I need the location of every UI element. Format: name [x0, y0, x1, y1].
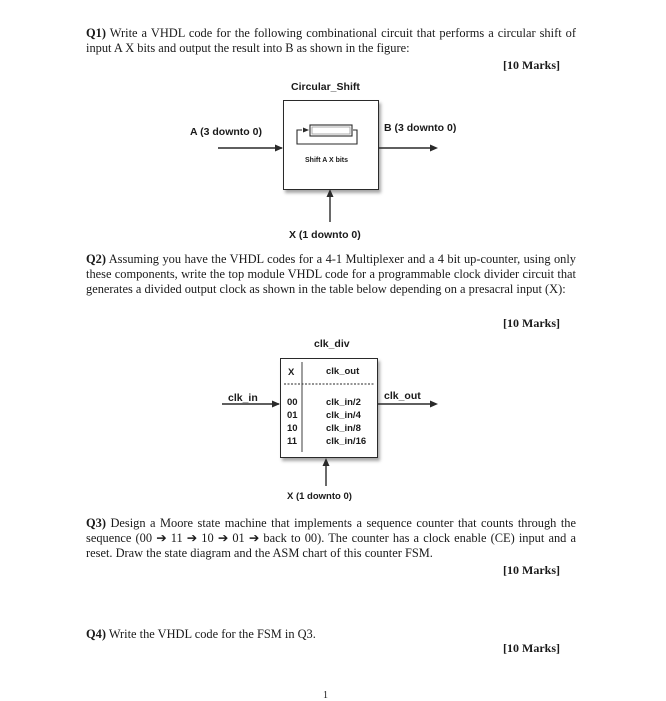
q2-output-arrowhead [430, 401, 438, 408]
q1-figure-title: Circular_Shift [291, 81, 360, 93]
q2-control-label: X (1 downto 0) [287, 491, 352, 502]
q3-label: Q3) [86, 516, 106, 530]
table-header-clk-out: clk_out [326, 366, 360, 377]
q1-label: Q1) [86, 26, 106, 40]
q1-marks: [10 Marks] [503, 58, 560, 72]
q2-text: Assuming you have the VHDL codes for a 4-1 Multiplexer and a 4 bit up-counter, using only these components, write the top module VHDL code for a programmable clock divider circuit that generates a divided output clock as shown in the table below depending on a presacral input (X): [86, 252, 576, 296]
table-row-out: clk_in/2 [326, 397, 361, 408]
q1-output-label: B (3 downto 0) [384, 122, 457, 134]
q3-paragraph [86, 516, 576, 561]
q3-text: Design a Moore state machine that implements a sequence counter that counts through the sequence (00 ➔ 11 ➔ 10 ➔ 01 ➔ back to 00). The counter has a clock enable (CE) input and a reset. Draw the state diagram and the ASM chart of this counter FSM. [86, 516, 576, 560]
q1-control-label: X (1 downto 0) [289, 229, 361, 241]
table-row-out: clk_in/4 [326, 410, 361, 421]
table-header-x: X [288, 367, 295, 378]
table-row-x: 11 [287, 436, 298, 447]
q2-output-label: clk_out [384, 390, 421, 402]
table-row-out: clk_in/8 [326, 423, 361, 434]
q4-marks: [10 Marks] [503, 641, 560, 655]
q4-text: Write the VHDL code for the FSM in Q3. [108, 627, 316, 641]
q4-paragraph [86, 627, 576, 642]
q2-marks: [10 Marks] [503, 316, 560, 330]
q1-input-label: A (3 downto 0) [190, 126, 262, 138]
q2-label: Q2) [86, 252, 106, 266]
q3-marks: [10 Marks] [503, 563, 560, 577]
q4-label: Q4) [86, 627, 106, 641]
q2-input-label: clk_in [228, 392, 258, 404]
q2-input-arrowhead [272, 401, 280, 408]
page-number: 1 [323, 690, 328, 701]
q1-text: Write a VHDL code for the following combinational circuit that performs a circular shift of input A X bits and output the result into B as shown in the figure: [86, 26, 577, 55]
table-row-out: clk_in/16 [326, 436, 367, 447]
table-row-x: 01 [287, 410, 298, 421]
table-row-x: 00 [287, 397, 298, 408]
table-row-x: 10 [287, 423, 298, 434]
q2-figure-title: clk_div [314, 338, 350, 350]
q2-control-arrowhead [323, 458, 330, 466]
q1-inner-label: Shift A X bits [305, 157, 349, 164]
